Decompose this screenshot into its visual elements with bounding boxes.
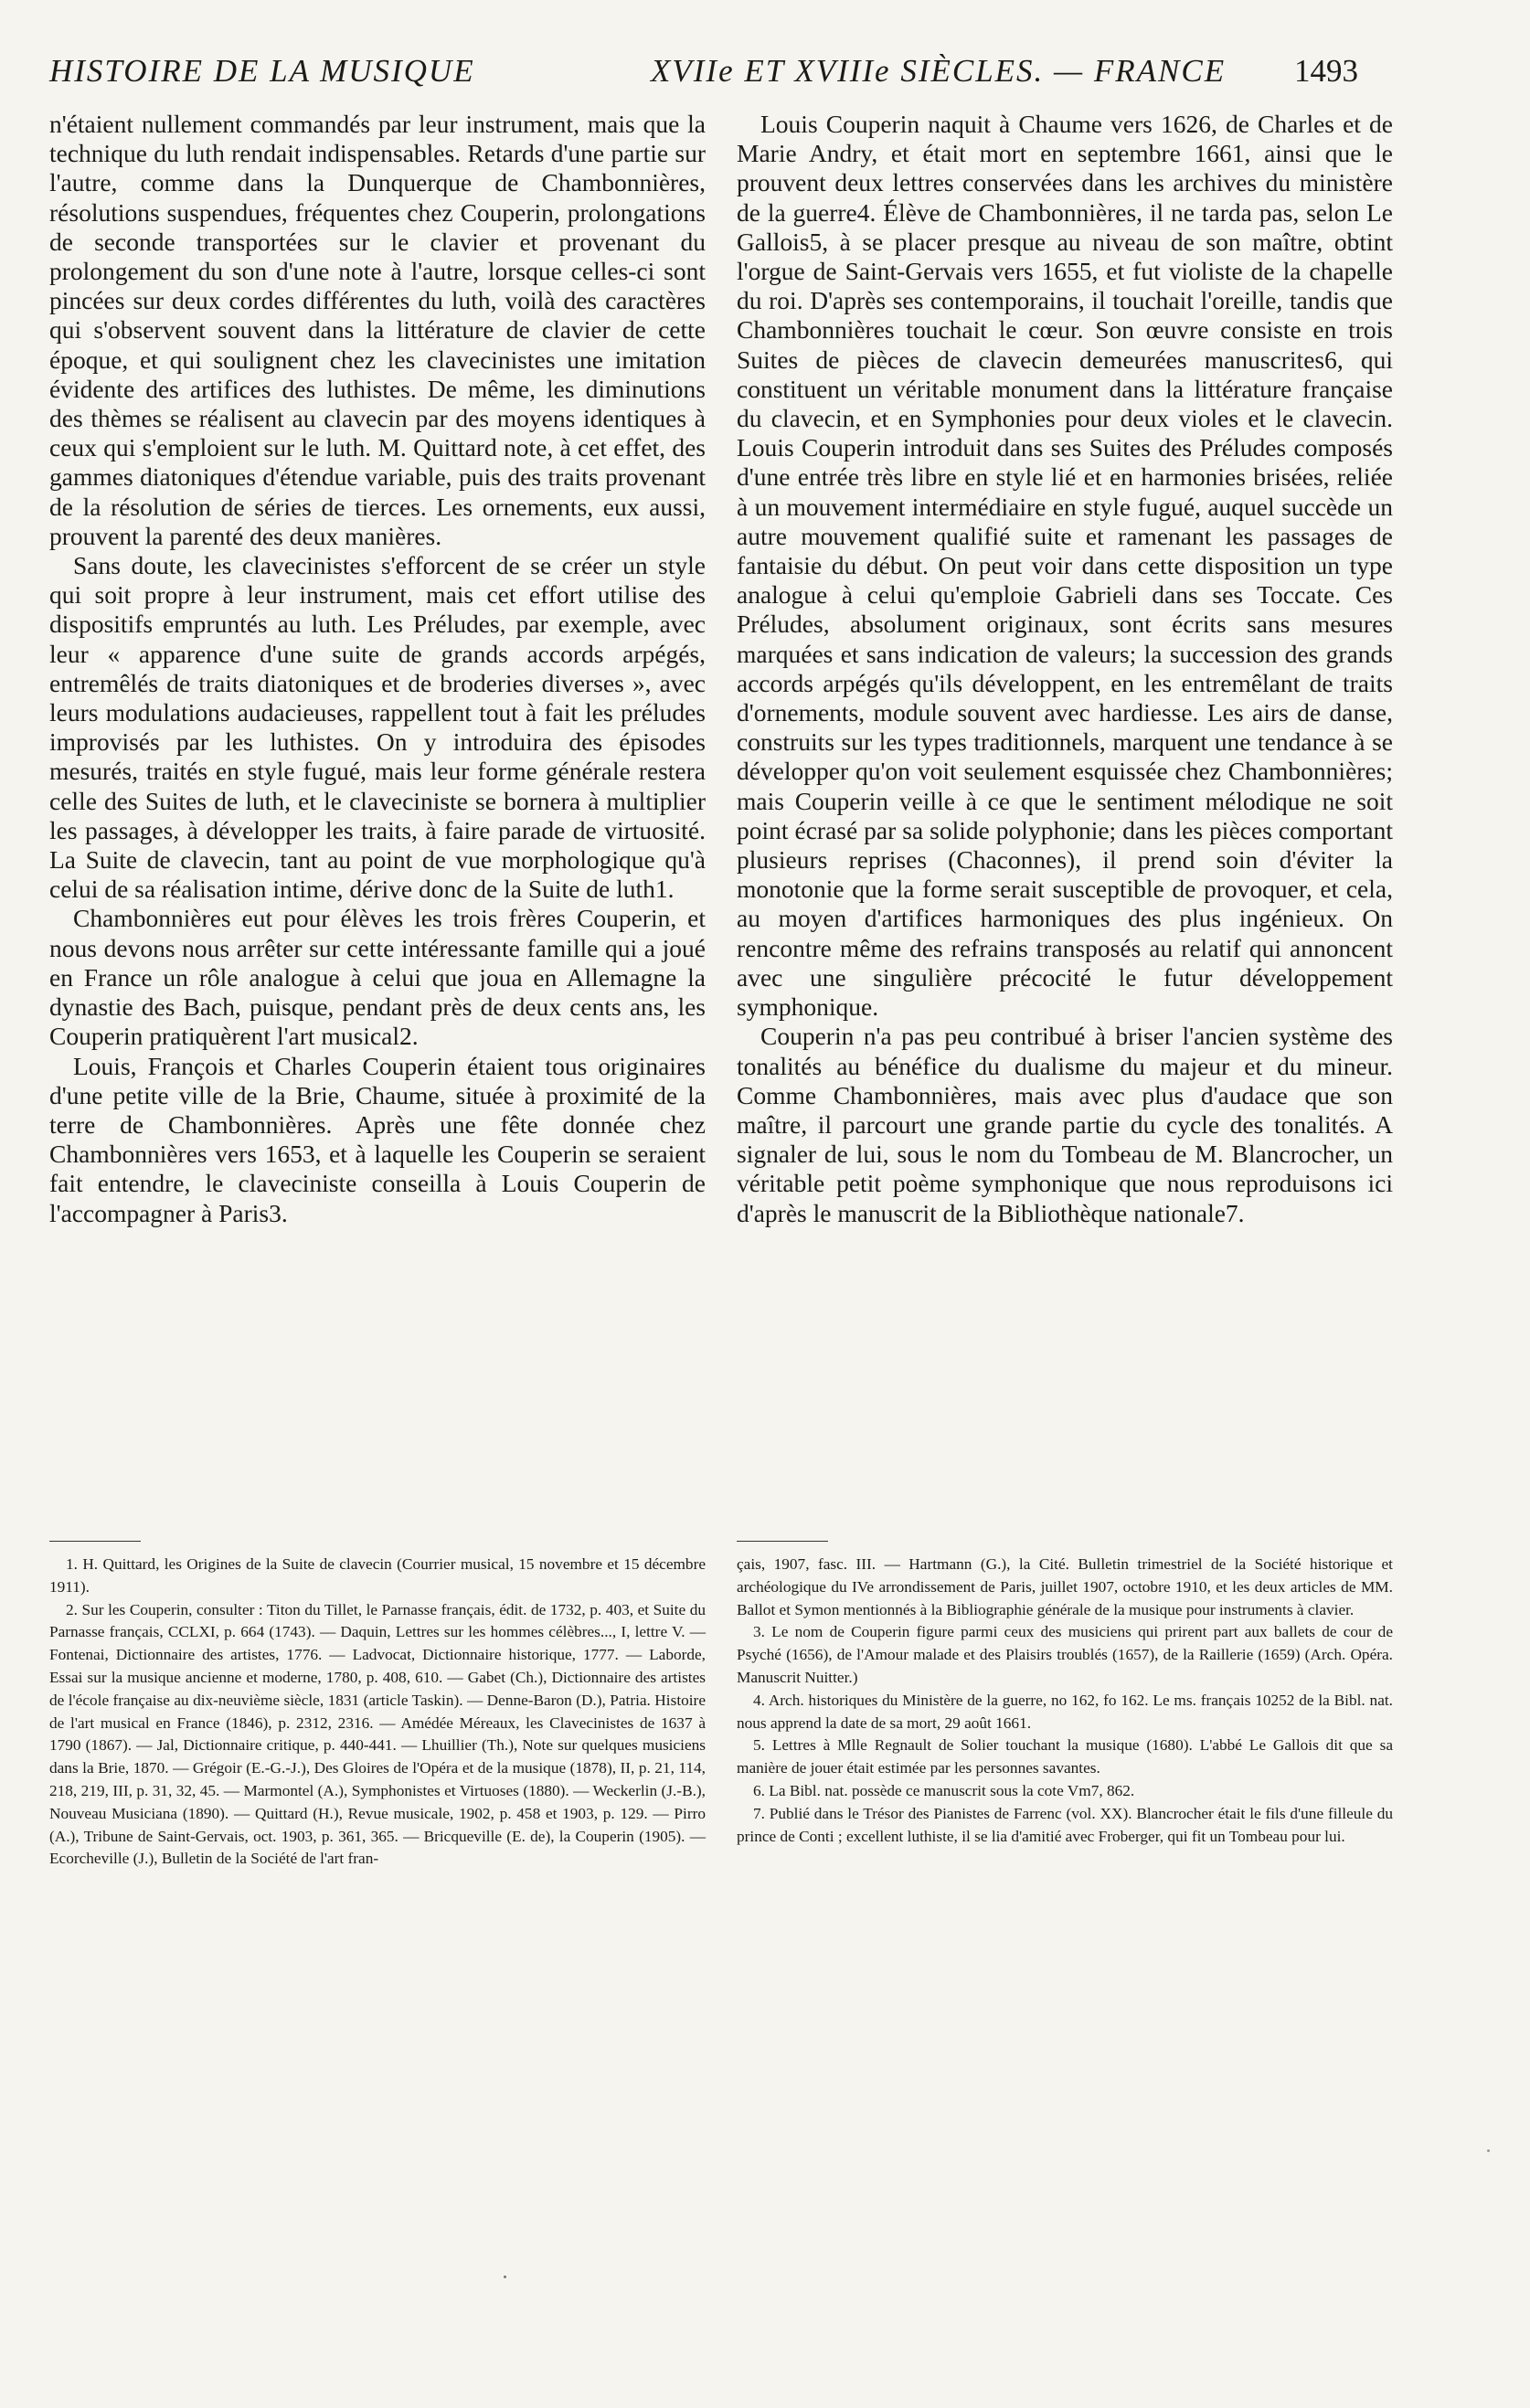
- paragraph: Louis, François et Charles Couperin étaient tous originaires d'une petite ville de la Brie, Chaume, située à proximité de la terre de Chambonnières. Après une fête donnée chez Chambonnières vers 1653, et à laquelle les Couperin se seraient fait entendre, le claveciniste conseilla à Louis Couperin de l'accompagner à Paris3.: [49, 1051, 706, 1227]
- running-header: [49, 53, 1358, 95]
- footnote: 7. Publié dans le Trésor des Pianistes de Farrenc (vol. XX). Blancrocher était le fils d'une filleule du prince de Conti ; excellent luthiste, il se lia d'amitié avec Froberger, qui fit un Tombeau pour lui.: [737, 1804, 1393, 1845]
- left-column: [49, 110, 706, 1228]
- footnote: 2. Sur les Couperin, consulter : Titon du Tillet, le Parnasse français, édit. de 1732, p. 403, et Suite du Parnasse français, CCLXI, p. 664 (1743). — Daquin, Lettres sur les hommes célèbres..., I, lettre V. — Fontenai, Dictionnaire des artistes, 1776. — Ladvocat, Dictionnaire historique, 1777. — Laborde, Essai sur la musique ancienne et moderne, 1780, p. 408, 610. — Gabet (Ch.), Dictionnaire des artistes de l'école française au dix-neuvième siècle, 1831 (article Taskin). — Denne-Baron (D.), Patria. Histoire de l'art musical en France (1846), p. 2312, 2316. — Amédée Méreaux, les Clavecinistes de 1637 à 1790 (1867). — Jal, Dictionnaire critique, p. 440-441. — Lhuillier (Th.), Note sur quelques musiciens dans la Brie, 1870. — Grégoir (E.-G.-J.), Des Gloires de l'Opéra et de la musique (1878), II, p. 21, 114, 218, 219, III, p. 31, 32, 45. — Marmontel (A.), Symphonistes et Virtuoses (1880). — Weckerlin (J.-B.), Nouveau Musiciana (1890). — Quittard (H.), Revue musicale, 1902, p. 458 et 1903, p. 129. — Pirro (A.), Tribune de Saint-Gervais, oct. 1903, p. 361, 365. — Bricqueville (E. de), la Couperin (1905). — Ecorcheville (J.), Bulletin de la Société de l'art fran-: [49, 1600, 706, 1868]
- footnote: 3. Le nom de Couperin figure parmi ceux des musiciens qui prirent part aux ballets de cour de Psyché (1656), de l'Amour malade et des Plaisirs troublés (1657), de la Raillerie (1659) (Arch. Opéra. Manuscrit Nuitter.): [737, 1623, 1393, 1686]
- footnote-separator: [737, 1541, 828, 1542]
- paragraph: Sans doute, les clavecinistes s'efforcent de se créer un style qui soit propre à leur instrument, mais cet effort utilise des dispositifs empruntés au luth. Les Préludes, par exemple, avec leur « apparence d'une suite de grands accords arpégés, entremêlés de traits diatoniques et de broderies diverses », avec leurs modulations audacieuses, rappellent tout à fait les préludes improvisés par les luthistes. On y introduira des épisodes mesurés, traités en style fugué, mais leur forme générale restera celle des Suites de luth, et le claveciniste se bornera à multiplier les passages, à développer les traits, à faire parade de virtuosité. La Suite de clavecin, tant au point de vue morphologique qu'à celui de sa réalisation intime, dérive donc de la Suite de luth1.: [49, 551, 706, 904]
- footnote: 6. La Bibl. nat. possède ce manuscrit sous la cote Vm7, 862.: [753, 1781, 1135, 1799]
- paragraph: Couperin n'a pas peu contribué à briser l'ancien système des tonalités au bénéfice du dualisme du majeur et du mineur. Comme Chambonnières, mais avec plus d'audace que son maître, il parcourt une grande partie du cycle des tonalités. A signaler de lui, sous le nom du Tombeau de M. Blancrocher, un véritable petit poème symphonique que nous reproduisons ici d'après le manuscrit de la Bibliothèque nationale7.: [737, 1022, 1393, 1227]
- running-title: HISTOIRE DE LA MUSIQUE: [49, 53, 475, 89]
- paragraph: n'étaient nullement commandés par leur instrument, mais que la technique du luth rendait indispensables. Retards d'une partie sur l'autre, comme dans la Dunquerque de Chambonnières, résolutions suspendues, fréquentes chez Couperin, prolongations de seconde transportées sur le clavier et provenant du prolongement du son d'une note à l'autre, lorsque celles-ci sont pincées sur deux cordes différentes du luth, voilà des caractères qui s'observent souvent dans la littérature de clavier de cette époque, et qui soulignent chez les clavecinistes une imitation évidente des artifices des luthistes. De même, les diminutions des thèmes se réalisent au clavecin par des moyens identiques à ceux qui s'emploient sur le luth. M. Quittard note, à cet effet, des gammes diatoniques d'étendue variable, puis des traits provenant de la résolution de séries de tierces. Les ornements, eux aussi, prouvent la parenté des deux manières.: [49, 110, 706, 550]
- footnote: 4. Arch. historiques du Ministère de la guerre, no 162, fo 162. Le ms. français 10252 de la Bibl. nat. nous apprend la date de sa mort, 29 août 1661.: [737, 1691, 1393, 1732]
- section-title: XVIIe ET XVIIIe SIÈCLES. — FRANCE: [651, 53, 1227, 89]
- footnote-separator: [49, 1541, 141, 1542]
- paragraph: Louis Couperin naquit à Chaume vers 1626, de Charles et de Marie Andry, et était mort en septembre 1661, ainsi que le prouvent deux lettres conservées dans les archives du ministère de la guerre4. Élève de Chambonnières, il ne tarda pas, selon Le Gallois5, à se placer presque au niveau de son maître, obtint l'orgue de Saint-Gervais vers 1655, et fut violiste de la chapelle du roi. D'après ses contemporains, il touchait l'oreille, tandis que Chambonnières touchait le cœur. Son œuvre consiste en trois Suites de pièces de clavecin demeurées manuscrites6, qui constituent un véritable monument dans la littérature française du clavecin, et en Symphonies pour deux violes et le clavecin. Louis Couperin introduit dans ses Suites des Préludes composés d'une entrée très libre en style lié et en harmonies brisées, reliée à un mouvement intermédiaire en style fugué, auquel succède un autre mouvement qualifié suite et ramenant les passages de fantaisie du début. On peut voir dans cette disposition un type analogue à celui qu'emploie Gabrieli dans ses Toccate. Ces Préludes, absolument originaux, sont écrits sans mesures marquées et sans indication de valeurs; la succession des grands accords arpégés qu'ils développent, en les entremêlant de traits d'ornements, module souvent avec hardiesse. Les airs de danse, construits sur les types traditionnels, marquent une tendance à se développer qu'on voit seulement esquissée chez Chambonnières; mais Couperin veille à ce que le sentiment mélodique ne soit point écrasé par sa solide polyphonie; dans les pièces comportant plusieurs reprises (Chaconnes), il prend soin d'éviter la monotonie que la forme serait susceptible de provoquer, et cela, au moyen d'artifices harmoniques des plus ingénieux. On rencontre même des refrains transposés au relatif qui annoncent avec une singulière précocité le futur développement symphonique.: [737, 110, 1393, 1022]
- footnotes-left: [49, 1554, 706, 1871]
- ink-speck: [1487, 2149, 1490, 2152]
- footnote: çais, 1907, fasc. III. — Hartmann (G.), la Cité. Bulletin trimestriel de la Société historique et archéologique du IVe arrondissement de Paris, juillet 1907, octobre 1910, et les deux articles de MM. Ballot et Symon mentionnés à la Bibliographie générale de la musique pour instruments à clavier.: [737, 1555, 1393, 1618]
- page-number: 1493: [1294, 53, 1358, 89]
- footnote: 5. Lettres à Mlle Regnault de Solier touchant la musique (1680). L'abbé Le Gallois dit que sa manière de jouer était estimée par les personnes savantes.: [737, 1736, 1393, 1777]
- ink-speck: [504, 2275, 506, 2278]
- footnote: 1. H. Quittard, les Origines de la Suite de clavecin (Courrier musical, 15 novembre et 15 décembre 1911).: [49, 1555, 706, 1596]
- right-column: [737, 110, 1393, 1228]
- footnotes-right: [737, 1554, 1393, 1848]
- paragraph: Chambonnières eut pour élèves les trois frères Couperin, et nous devons nous arrêter sur cette intéressante famille qui a joué en France un rôle analogue à celui que joua en Allemagne la dynastie des Bach, puisque, pendant près de deux cents ans, les Couperin pratiquèrent l'art musical2.: [49, 904, 706, 1051]
